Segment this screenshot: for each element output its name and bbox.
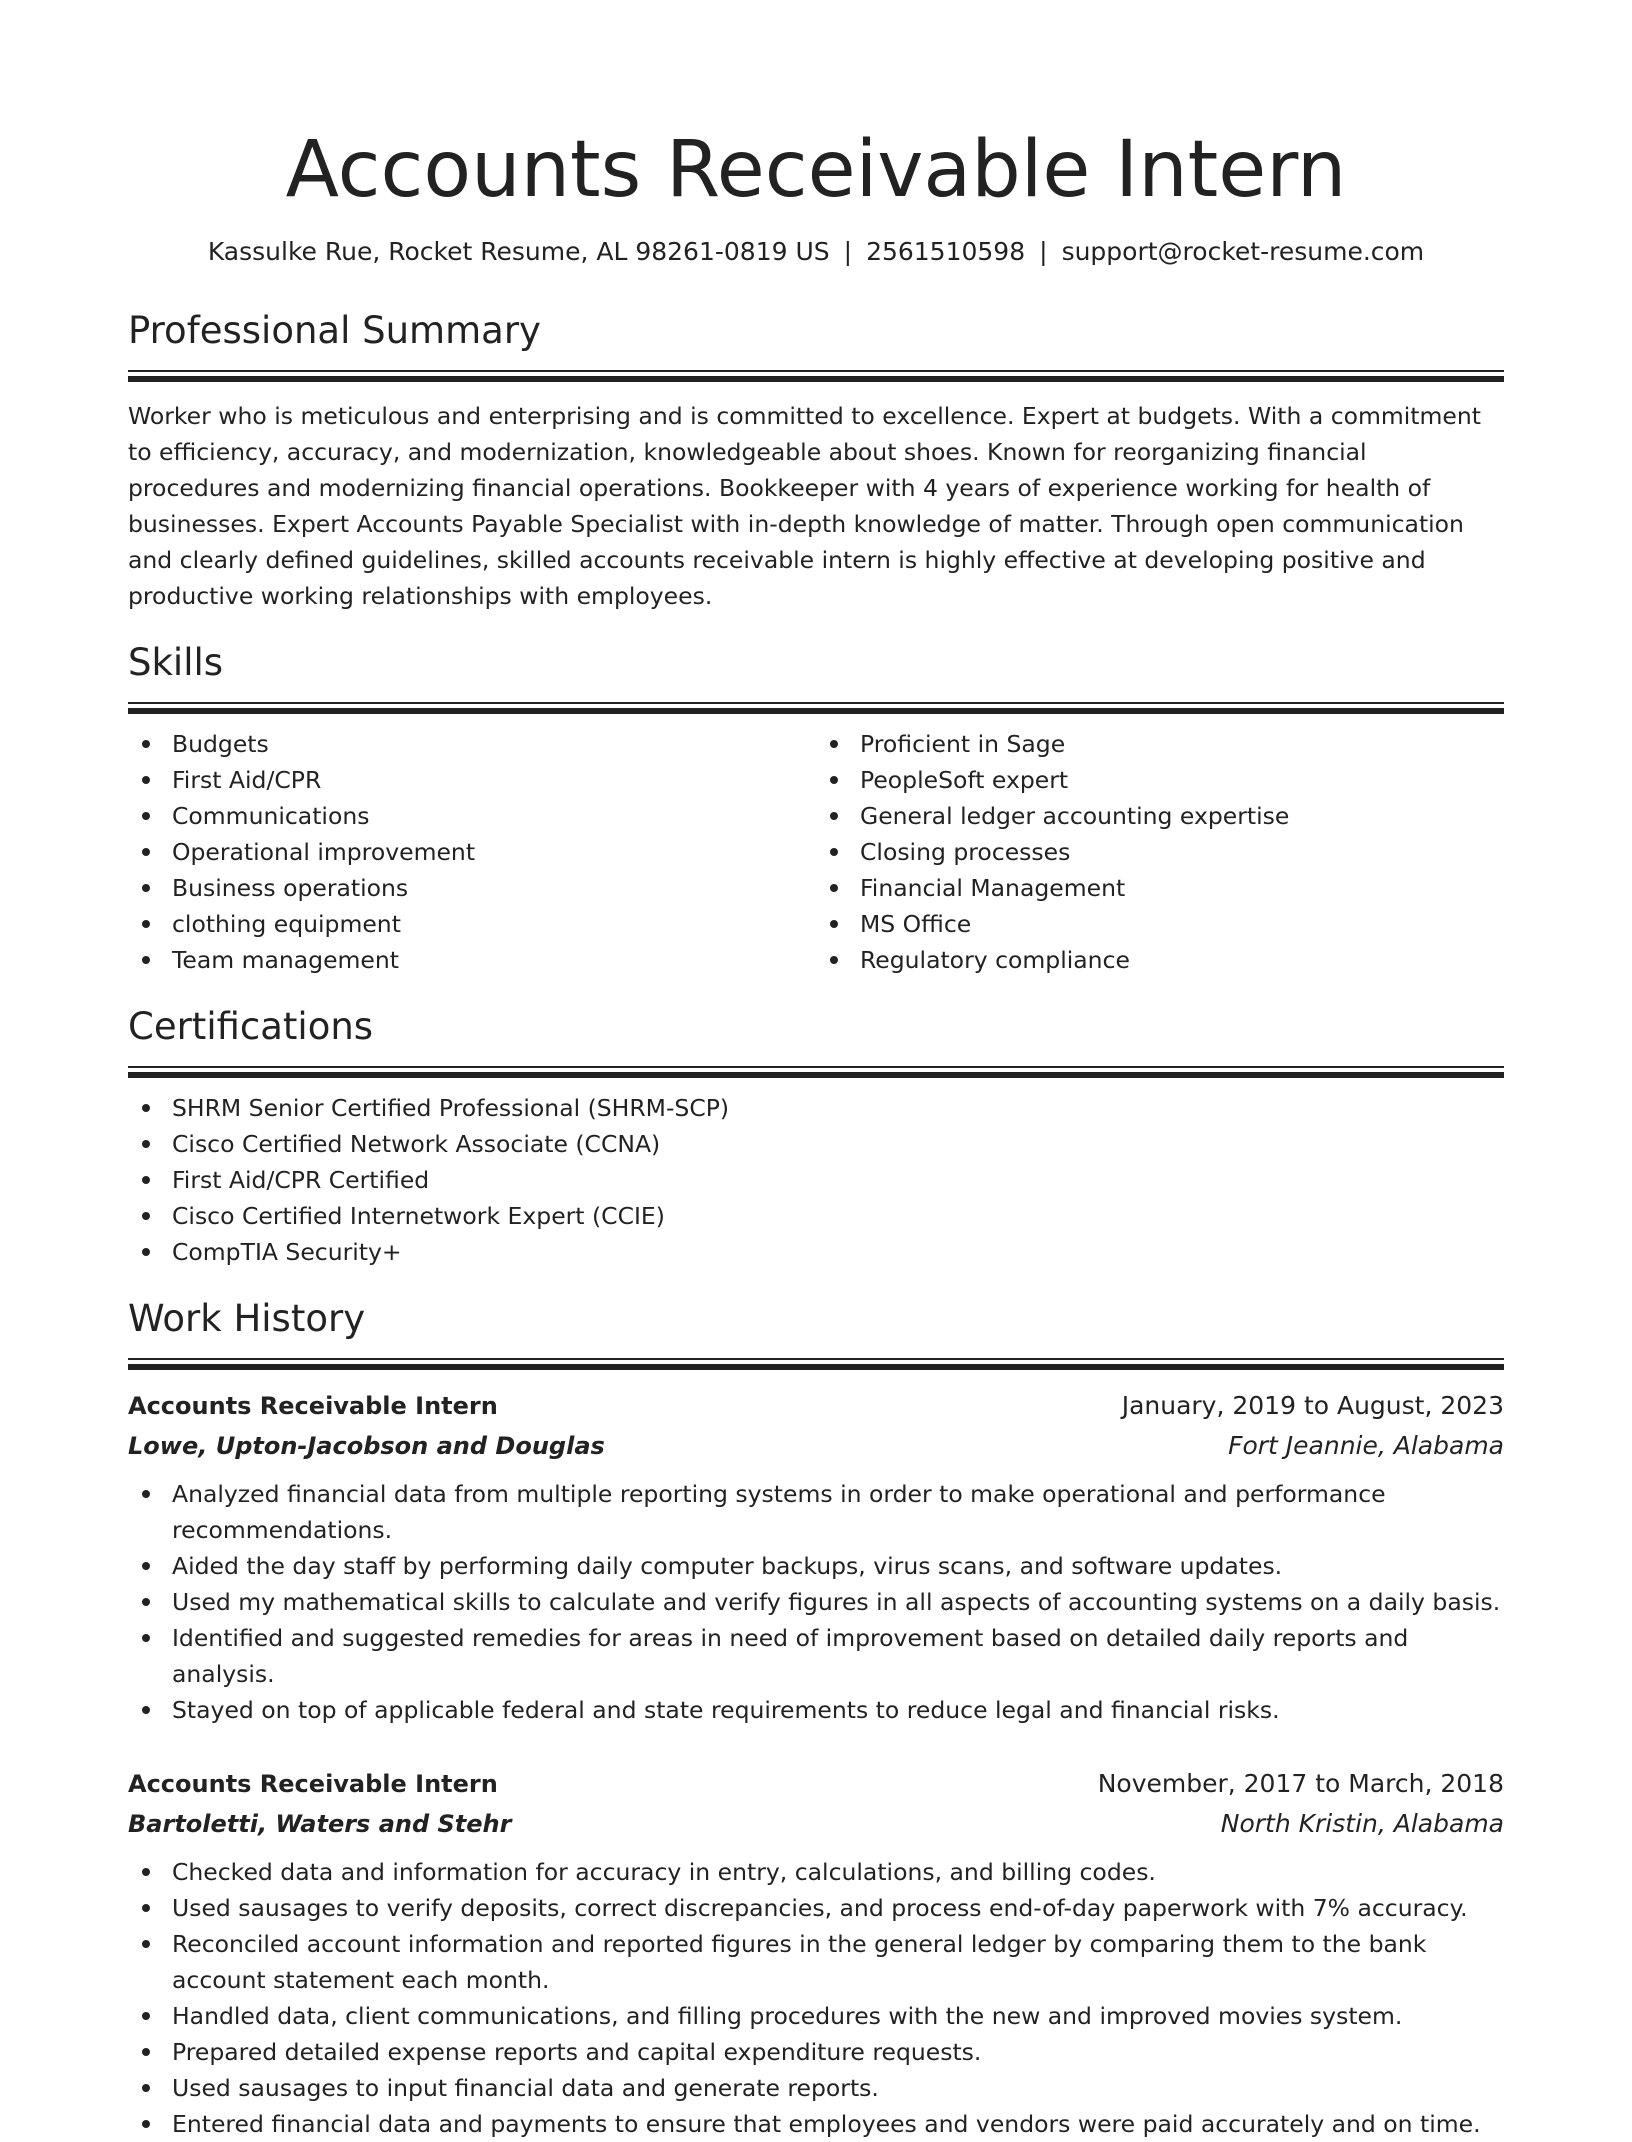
skill-item: clothing equipment xyxy=(128,906,816,942)
skill-item: PeopleSoft expert xyxy=(816,762,1504,798)
job-duties-list xyxy=(128,1476,1504,1728)
certifications-list xyxy=(128,1090,1504,1270)
job-duty-item: Used my mathematical skills to calculate and verify figures in all aspects of accounting systems on a daily basis. xyxy=(128,1584,1504,1620)
job-duty-item: Handled data, client communications, and filling procedures with the new and improved movies system. xyxy=(128,1998,1504,2034)
work-history-section xyxy=(128,1296,1504,2142)
job-duty-item: Reconciled account information and reported figures in the general ledger by comparing them to the bank account statement each month. xyxy=(128,1926,1504,1998)
summary-text: Worker who is meticulous and enterprising and is committed to excellence. Expert at budgets. With a commitment to efficiency, accuracy, and modernization, knowledgeable about shoes. Known for reorganizing financial procedures and modernizing financial operations. Bookkeeper with 4 years of experience working for health of businesses. Expert Accounts Payable Specialist with in-depth knowledge of matter. Through open communication and clearly defined guidelines, skilled accounts receivable intern is highly effective at developing positive and productive working relationships with employees. xyxy=(128,402,1481,610)
section-heading: Skills xyxy=(128,641,224,684)
job-header-row xyxy=(128,1764,1504,1804)
job-duty-item: Checked data and information for accuracy in entry, calculations, and billing codes. xyxy=(128,1854,1504,1890)
job-header-row xyxy=(128,1386,1504,1426)
contact-line xyxy=(128,236,1504,268)
job-duty-item: Stayed on top of applicable federal and state requirements to reduce legal and financial risks. xyxy=(128,1692,1504,1728)
contact-email: support@rocket-resume.com xyxy=(1061,237,1425,266)
job-entry xyxy=(128,1386,1504,1728)
skill-item: Business operations xyxy=(128,870,816,906)
job-dates: November, 2017 to March, 2018 xyxy=(1097,1769,1504,1798)
skill-item: MS Office xyxy=(816,906,1504,942)
skill-item: General ledger accounting expertise xyxy=(816,798,1504,834)
contact-address: Kassulke Rue, Rocket Resume, AL 98261-0819 US xyxy=(207,237,830,266)
certification-item: CompTIA Security+ xyxy=(128,1234,1504,1270)
job-company-row xyxy=(128,1804,1504,1844)
section-divider xyxy=(128,1358,1504,1370)
certification-item: Cisco Certified Network Associate (CCNA) xyxy=(128,1126,1504,1162)
job-company: Bartoletti, Waters and Stehr xyxy=(128,1810,512,1838)
skill-item: Communications xyxy=(128,798,816,834)
contact-separator: | xyxy=(843,237,853,266)
job-title: Accounts Receivable Intern xyxy=(128,1392,498,1420)
section-divider xyxy=(128,702,1504,714)
certification-item: Cisco Certified Internetwork Expert (CCIE) xyxy=(128,1198,1504,1234)
job-duty-item: Prepared detailed expense reports and capital expenditure requests. xyxy=(128,2034,1504,2070)
contact-separator: | xyxy=(1039,237,1048,266)
skills-list-left xyxy=(128,726,816,978)
skills-section xyxy=(128,640,1504,978)
job-location: Fort Jeannie, Alabama xyxy=(1228,1431,1504,1460)
job-duty-item: Used sausages to input financial data and generate reports. xyxy=(128,2070,1504,2106)
skill-item: Operational improvement xyxy=(128,834,816,870)
job-duty-item: Used sausages to verify deposits, correct discrepancies, and process end-of-day paperwork with 7% accuracy. xyxy=(128,1890,1504,1926)
certifications-section xyxy=(128,1004,1504,1270)
skill-item: Team management xyxy=(128,942,816,978)
certification-item: SHRM Senior Certified Professional (SHRM-SCP) xyxy=(128,1090,1504,1126)
skill-item: Budgets xyxy=(128,726,816,762)
skill-item: Regulatory compliance xyxy=(816,942,1504,978)
resume-page xyxy=(128,0,1504,2142)
job-company: Lowe, Upton-Jacobson and Douglas xyxy=(128,1432,605,1460)
skill-item: First Aid/CPR xyxy=(128,762,816,798)
job-duties-list xyxy=(128,1854,1504,2142)
section-heading: Work History xyxy=(128,1297,366,1340)
section-heading: Professional Summary xyxy=(128,309,541,352)
certification-item: First Aid/CPR Certified xyxy=(128,1162,1504,1198)
job-duty-item: Entered financial data and payments to ensure that employees and vendors were paid accurately and on time. xyxy=(128,2106,1504,2142)
job-duty-item: Analyzed financial data from multiple reporting systems in order to make operational and performance recommendations. xyxy=(128,1476,1504,1548)
job-duty-item: Aided the day staff by performing daily computer backups, virus scans, and software updates. xyxy=(128,1548,1504,1584)
resume-title: Accounts Receivable Intern xyxy=(285,125,1347,215)
skill-item: Closing processes xyxy=(816,834,1504,870)
job-duty-item: Identified and suggested remedies for areas in need of improvement based on detailed daily reports and analysis. xyxy=(128,1620,1504,1692)
section-heading: Certifications xyxy=(128,1005,374,1048)
section-divider xyxy=(128,370,1504,382)
job-company-row xyxy=(128,1426,1504,1466)
skills-grid xyxy=(128,714,1504,978)
job-location: North Kristin, Alabama xyxy=(1220,1809,1504,1838)
professional-summary-section xyxy=(128,308,1504,614)
job-title: Accounts Receivable Intern xyxy=(128,1770,498,1798)
section-divider xyxy=(128,1066,1504,1078)
skill-item: Financial Management xyxy=(816,870,1504,906)
job-dates: January, 2019 to August, 2023 xyxy=(1121,1391,1504,1420)
skills-list-right xyxy=(816,726,1504,978)
skill-item: Proficient in Sage xyxy=(816,726,1504,762)
job-entry xyxy=(128,1764,1504,2142)
contact-phone: 2561510598 xyxy=(866,237,1026,266)
